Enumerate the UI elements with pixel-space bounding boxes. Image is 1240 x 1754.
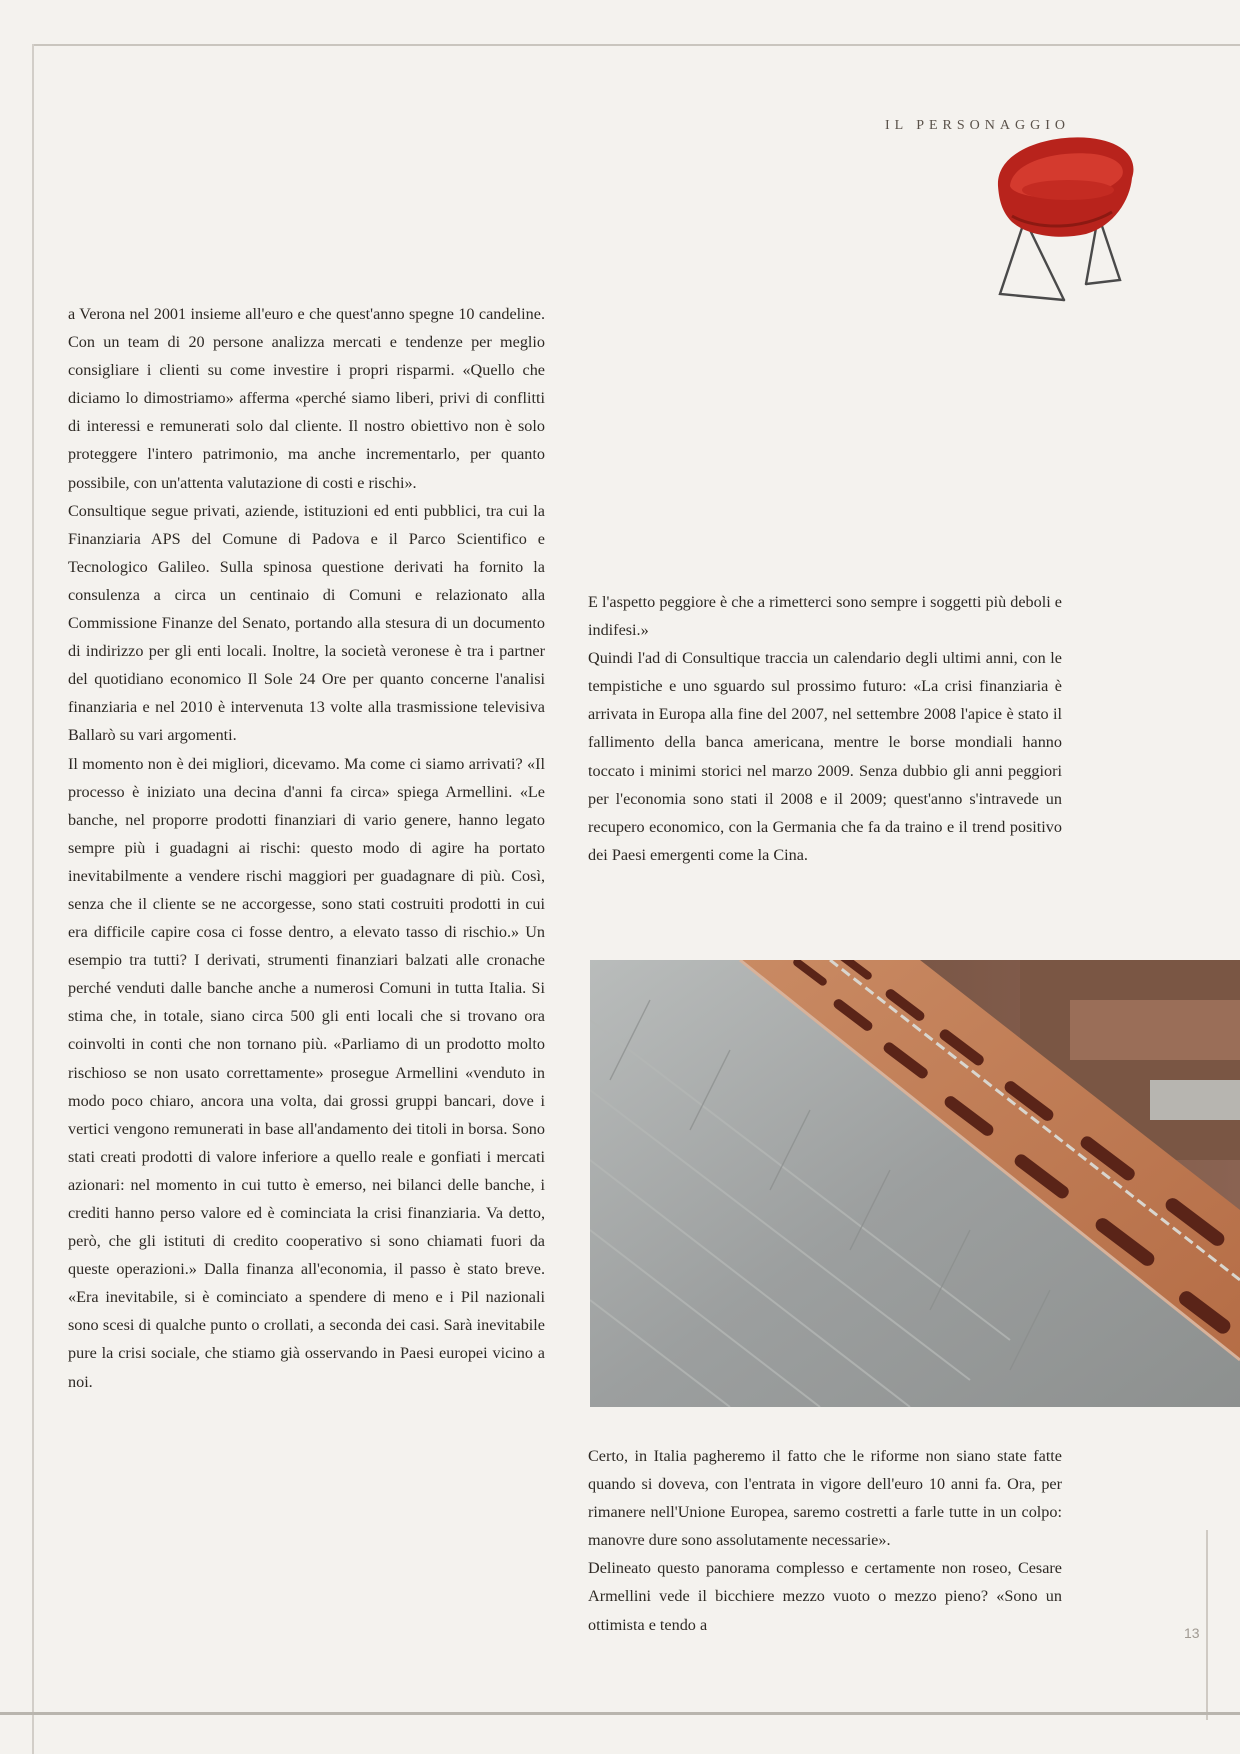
page-border-top bbox=[32, 44, 1240, 46]
brick-wall-photo bbox=[590, 960, 1240, 1407]
page-number: 13 bbox=[1184, 1625, 1200, 1641]
section-label: IL PERSONAGGIO bbox=[885, 118, 1070, 133]
article-paragraph: Delineato questo panorama complesso e certamente non roseo, Cesare Armellini vede il bicchiere mezzo vuoto o mezzo pieno? «Sono un ottimista e tendo a bbox=[588, 1559, 1062, 1634]
article-paragraph: Certo, in Italia pagheremo il fatto che le riforme non siano state fatte quando si doveva, con l'entrata in vigore dell'euro 10 anni fa. Ora, per rimanere nell'Unione Europea, saremo costretti a farle tutte in un colpo: manovre dure sono assolutamente necessarie». bbox=[588, 1447, 1062, 1550]
article-paragraph: Il momento non è dei migliori, dicevamo. Ma come ci siamo arrivati? «Il processo è iniziato una decina d'anni fa circa» spiega Armellini. «Le banche, nel proporre prodotti finanziari di vario genere, hanno legato sempre più i guadagni ai rischi: questo modo di agire ha portato inevitabilmente a vendere rischi maggiori per guadagnare di più. Così, senza che il cliente se ne accorgesse, sono stati costruiti prodotti in cui era difficile capire cosa ci fosse dentro, a elevato tasso di rischio.» Un esempio tra tutti? I derivati, strumenti finanziari balzati alle cronache perché venduti dalle banche anche a numerosi Comuni in tutta Italia. Si stima che, in totale, siano circa 500 gli enti locali che si trovano ora coinvolti in conti che non tornano più. «Parliamo di un prodotto molto rischioso se non usato correttamente» prosegue Armellini «venduto in modo poco chiaro, ancora una volta, dai grossi gruppi bancari, dove i vertici vengono remunerati in base all'andamento dei titoli in borsa. Sono stati creati prodotti di valore inferiore a quello reale e gonfiati i mercati azionari: nel momento in cui tutto è emerso, nei bilanci delle banche, i crediti hanno perso valore ed è cominciata la crisi finanziaria. Va detto, però, che gli istituti di credito cooperativo si sono chiamati fuori da queste operazioni.» Dalla finanza all'economia, il passo è stato breve. «Era inevitabile, si è cominciato a spendere di meno e i Pil nazionali sono scesi di qualche punto o crollati, a seconda dei casi. Sarà inevitabile pure la crisi sociale, che stiamo già osservando in Paesi europei vicino a noi. bbox=[68, 754, 545, 1391]
page-border-bottom bbox=[0, 1712, 1240, 1715]
page-border-left bbox=[32, 44, 34, 1754]
page-border-right bbox=[1206, 1530, 1208, 1720]
article-paragraph: Quindi l'ad di Consultique traccia un calendario degli ultimi anni, con le tempistiche e uno sguardo sul prossimo futuro: «La crisi finanziaria è arrivata in Europa alla fine del 2007, nel settembre 2008 l'apice è stato il fallimento della banca americana, mentre le borse mondiali hanno toccato i minimi storici nel marzo 2009. Senza dubbio gli anni peggiori per l'economia sono stati il 2008 e il 2009; quest'anno s'intravede un recupero economico, con la Germania che fa da traino e il trend positivo dei Paesi emergenti come la Cina. bbox=[588, 649, 1062, 864]
article-right-column-bottom bbox=[588, 1442, 1062, 1639]
article-right-column-top bbox=[588, 588, 1062, 869]
article-paragraph: Consultique segue privati, aziende, istituzioni ed enti pubblici, tra cui la Finanziaria APS del Comune di Padova e il Parco Scientifico e Tecnologico Galileo. Sulla spinosa questione derivati ha fornito la consulenza a circa un centinaio di Comuni e relazionato alla Commissione Finanze del Senato, portando alla stesura di un documento di indirizzo per gli enti locali. Inoltre, la società veronese è tra i partner del quotidiano economico Il Sole 24 Ore per quanto concerne l'analisi finanziaria e nel 2010 è intervenuta 13 volte alla trasmissione televisiva Ballarò su vari argomenti. bbox=[68, 501, 545, 745]
article-paragraph: E l'aspetto peggiore è che a rimetterci sono sempre i soggetti più deboli e indifesi.» bbox=[588, 593, 1062, 640]
article-paragraph: a Verona nel 2001 insieme all'euro e che quest'anno spegne 10 candeline. Con un team di 20 persone analizza mercati e tendenze per meglio consigliare i clienti su come investire i propri risparmi. «Quello che diciamo lo dimostriamo» afferma «perché siamo liberi, privi di conflitti di interessi e remunerati solo dal cliente. Il nostro obiettivo non è solo proteggere l'intero patrimonio, ma anche incrementarlo, per quanto possibile, con un'attenta valutazione di costi e rischi». bbox=[68, 305, 545, 492]
chair-icon bbox=[990, 130, 1140, 310]
article-left-column bbox=[68, 300, 545, 1396]
